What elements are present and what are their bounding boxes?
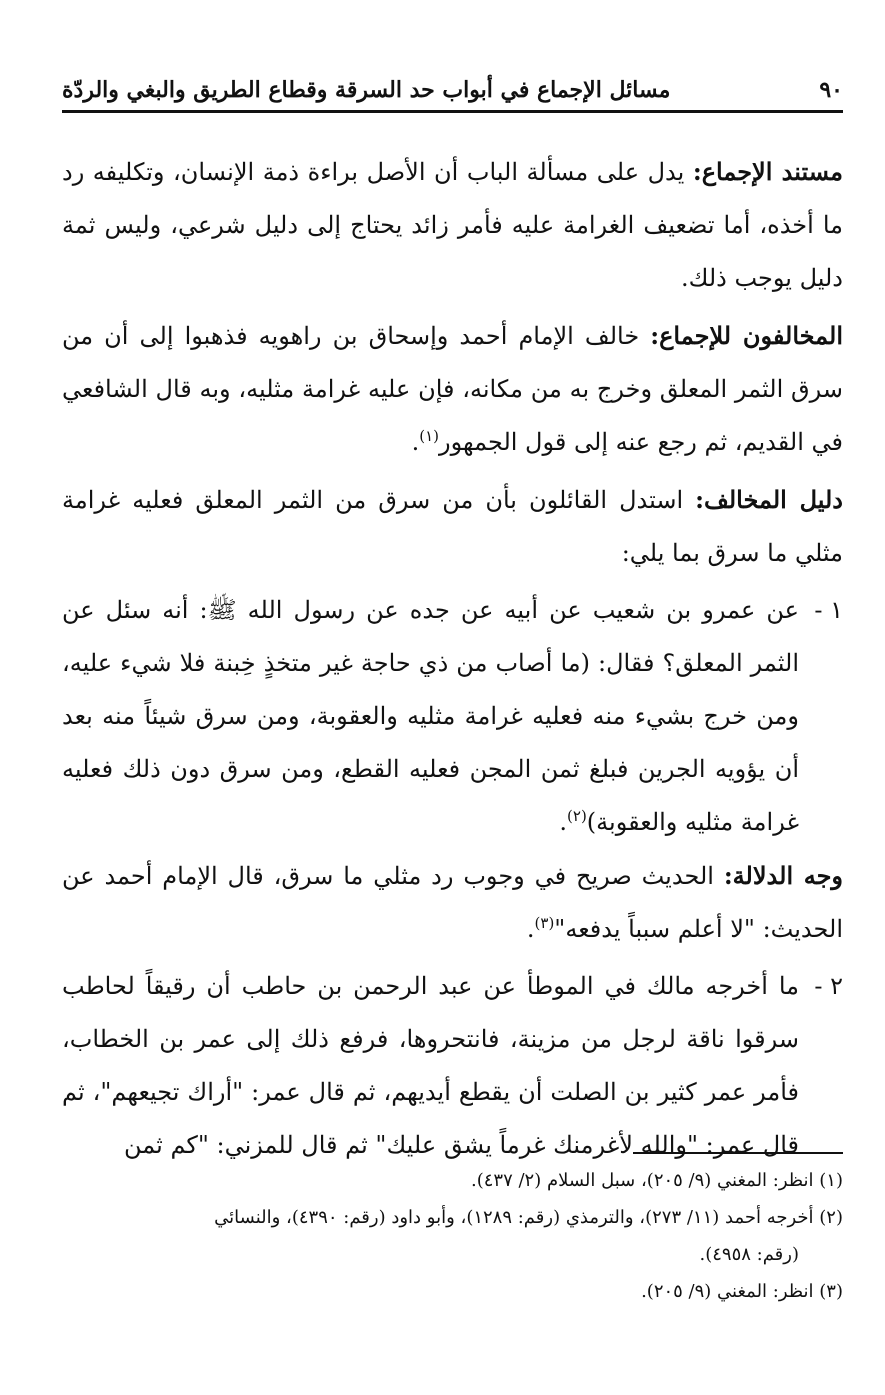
footnote-3: (٣) انظر: المغني (٩/ ٢٠٥). bbox=[641, 1281, 843, 1302]
footnotes bbox=[62, 1162, 843, 1310]
paragraph-dissenters: المخالفون للإجماع: خالف الإمام أحمد وإسحاق بن راهويه فذهبوا إلى أن من سرق الثمر المعلق وخرج به من مكانه، فإن عليه غرامة مثليه، وبه قال الشافعي في القديم، ثم رجع عنه إلى قول الجمهور$^{(١)}$. bbox=[62, 321, 844, 456]
paragraph-text: يدل على مسألة الباب أن الأصل براءة ذمة الإنسان، وتكليفه رد ما أخذه، أما تضعيف الغرامة عليه فأمر زائد يحتاج إلى دليل شرعي، وليس ثمة دليل يوجب ذلك. bbox=[62, 158, 843, 292]
footnote-1: (١) انظر: المغني (٩/ ٢٠٥)، سبل السلام (٢/ ٤٣٧). bbox=[470, 1170, 843, 1191]
footnote-2-continuation: (رقم: ٤٩٥٨). bbox=[699, 1244, 799, 1265]
paragraph-evidence bbox=[62, 145, 843, 305]
footnote-ref: (١) bbox=[419, 427, 440, 445]
term-heading: دليل المخالف: bbox=[695, 485, 843, 514]
header-divider bbox=[62, 110, 843, 113]
term-heading: مستند الإجماع: bbox=[692, 157, 844, 186]
list-item-number: ٢ - bbox=[814, 972, 843, 1000]
paragraph-text: خالف الإمام أحمد وإسحاق بن راهويه فذهبوا إلى أن من سرق الثمر المعلق وخرج به من مكانه، فإن عليه غرامة مثليه، وبه قال الشافعي في القديم، ثم رجع عنه إلى قول الجمهور bbox=[62, 322, 843, 456]
footnote-ref: (٣) bbox=[534, 914, 555, 932]
footnote-ref: (٢) bbox=[567, 807, 587, 825]
page-header bbox=[62, 70, 843, 110]
paragraph-text: الحديث صريح في وجوب رد مثلي ما سرق، قال الإمام أحمد عن الحديث: "لا أعلم سبباً يدفعه" bbox=[62, 862, 843, 943]
page-number: ٩٠ bbox=[819, 77, 843, 103]
paragraph-dissenter-evidence bbox=[62, 473, 843, 580]
list-item: ١ - عن عمرو بن شعيب عن أبيه عن جده عن رسول الله ﷺ: أنه سئل عن الثمر المعلق؟ فقال: (ما أصاب من ذي حاجة غير متخذٍ خِبنة فلا شيء عليه، ومن خرج بشيء منه فعليه غرامة مثليه والعقوبة، ومن سرق شيئاً منه بعد أن يؤويه الجرين فبلغ ثمن المجن فعليه القطع، ومن سرق دون ذلك فعليه غرامة مثليه والعقوبة)$^{(٢)}$. bbox=[62, 584, 843, 849]
list-item-number: ١ - bbox=[814, 596, 843, 624]
main-text bbox=[62, 145, 843, 1172]
list-item-text: عن عمرو بن شعيب عن أبيه عن جده عن رسول الله ﷺ: أنه سئل عن الثمر المعلق؟ فقال: (ما أصاب من ذي حاجة غير متخذٍ خِبنة فلا شيء عليه، ومن خرج بشيء منه فعليه غرامة مثليه والعقوبة، ومن سرق شيئاً منه بعد أن يؤويه الجرين فبلغ ثمن المجن فعليه القطع، ومن سرق دون ذلك فعليه غرامة مثليه والعقوبة) bbox=[62, 596, 799, 836]
list-item bbox=[62, 960, 843, 1172]
footnote-divider bbox=[633, 1152, 843, 1154]
term-heading: وجه الدلالة: bbox=[723, 861, 844, 890]
term-heading: المخالفون للإجماع: bbox=[650, 321, 844, 350]
list-item-text: ما أخرجه مالك في الموطأ عن عبد الرحمن بن حاطب أن رقيقاً لحاطب سرقوا ناقة لرجل من مزينة، فانتحروها، فرفع ذلك إلى عمر بن الخطاب، فأمر عمر كثير بن الصلت أن يقطع أيديهم، ثم قال عمر: "أراك تجيعهم"، ثم قال عمر: "والله لأغرمنك غرماً يشق عليك" ثم قال للمزني: "كم ثمن bbox=[62, 972, 799, 1159]
paragraph-indication: وجه الدلالة: الحديث صريح في وجوب رد مثلي ما سرق، قال الإمام أحمد عن الحديث: "لا أعلم سبباً يدفعه"$^{(٣)}$. bbox=[62, 861, 844, 943]
running-title: مسائل الإجماع في أبواب حد السرقة وقطاع الطريق والبغي والردّة bbox=[62, 77, 671, 103]
paragraph-text: استدل القائلون بأن من سرق من الثمر المعلق فعليه غرامة مثلي ما سرق بما يلي: bbox=[62, 486, 843, 567]
footnote-2: (٢) أخرجه أحمد (١١/ ٢٧٣)، والترمذي (رقم: ١٢٨٩)، وأبو داود (رقم: ٤٣٩٠)، والنسائي bbox=[214, 1207, 843, 1228]
